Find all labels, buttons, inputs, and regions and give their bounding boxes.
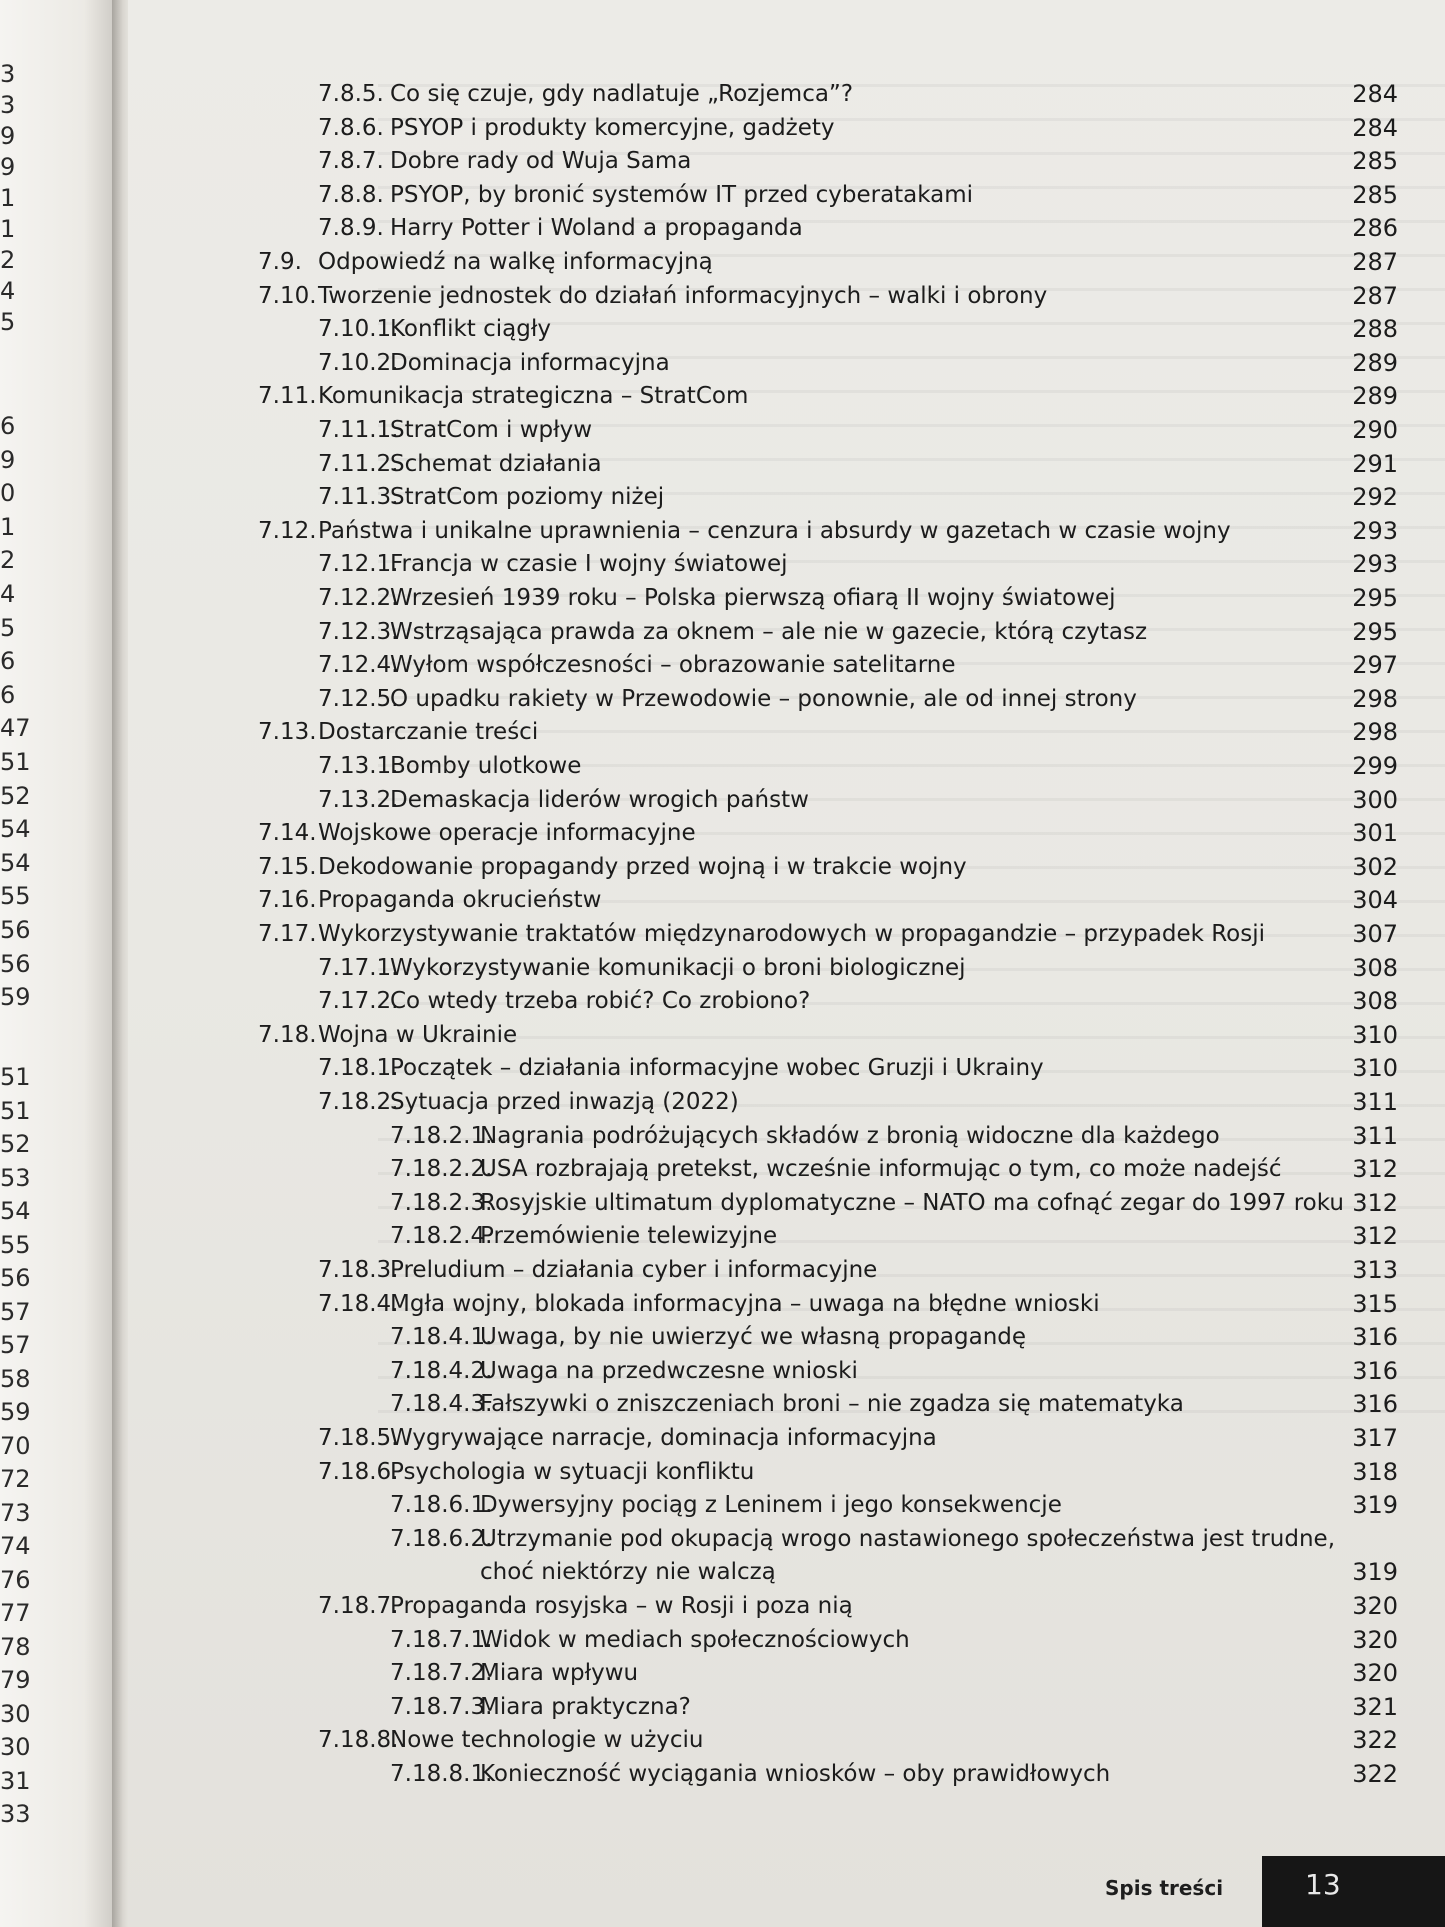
toc-entry[interactable] [128, 1456, 1398, 1488]
toc-entry-title: Wygrywające narracje, dominacja informacyjna [390, 1425, 937, 1451]
toc-entry-page: 298 [1352, 684, 1398, 713]
toc-entry-page: 285 [1352, 180, 1398, 209]
toc-entry-number: 7.11.2. [318, 450, 399, 477]
toc-entry-number: 7.18.1. [318, 1055, 399, 1082]
toc-entry[interactable] [128, 145, 1398, 177]
left-margin-number: 31 [0, 1766, 31, 1795]
toc-entry[interactable] [128, 851, 1398, 883]
toc-entry-page: 285 [1352, 147, 1398, 176]
toc-entry-page: 307 [1352, 920, 1398, 948]
toc-entry-number: 7.18.4.1. [390, 1324, 493, 1351]
toc-entry-page: 311 [1352, 1088, 1398, 1116]
toc-entry-page: 321 [1352, 1692, 1398, 1721]
table-of-contents [128, 0, 1445, 1927]
left-margin-number: 70 [0, 1431, 31, 1460]
left-margin-number: 76 [0, 1565, 31, 1594]
toc-entry[interactable] [128, 952, 1398, 984]
toc-entry-title: Początek – działania informacyjne wobec Gruzji i Ukrainy [390, 1055, 1044, 1082]
left-margin-number: 33 [0, 1800, 31, 1828]
toc-entry[interactable] [128, 1724, 1398, 1756]
toc-entry-number: 7.18.6.2. [390, 1525, 493, 1552]
toc-entry-number: 7.12.5. [318, 685, 399, 712]
left-margin-number: 1 [0, 184, 16, 212]
left-margin-number: 9 [0, 445, 16, 474]
toc-entry-number: 7.12.4. [318, 652, 399, 679]
toc-entry-page: 312 [1352, 1155, 1398, 1184]
toc-entry[interactable] [128, 784, 1398, 816]
toc-entry[interactable] [128, 918, 1398, 950]
toc-entry-title: Propaganda rosyjska – w Rosji i poza nią [390, 1593, 853, 1619]
toc-entry[interactable] [128, 616, 1398, 648]
toc-entry-number: 7.12.1. [318, 551, 399, 578]
toc-entry-title: choć niektórzy nie walczą [480, 1559, 776, 1586]
toc-entry-page: 293 [1352, 550, 1398, 579]
toc-entry-page: 316 [1352, 1323, 1398, 1352]
toc-entry-page: 313 [1352, 1256, 1398, 1284]
toc-entry[interactable] [128, 548, 1398, 580]
toc-entry-title: Sytuacja przed inwazją (2022) [390, 1089, 739, 1115]
toc-entry-number: 7.18.2.3. [390, 1189, 493, 1216]
left-margin-number: 1 [0, 215, 16, 243]
toc-entry-page: 301 [1352, 819, 1398, 848]
toc-entry-title: Schemat działania [390, 450, 602, 477]
left-margin-number: 57 [0, 1297, 31, 1326]
toc-entry-page: 293 [1352, 516, 1398, 545]
toc-entry[interactable] [128, 1758, 1398, 1790]
toc-entry-page: 288 [1352, 315, 1398, 344]
toc-entry-number: 7.18.4.3. [390, 1391, 493, 1418]
toc-entry-page: 316 [1352, 1390, 1398, 1419]
toc-entry[interactable] [128, 750, 1398, 782]
toc-entry[interactable] [128, 1187, 1398, 1219]
toc-entry-number: 7.10.2. [318, 349, 399, 376]
toc-entry[interactable] [128, 1590, 1398, 1622]
toc-entry-page: 295 [1352, 617, 1398, 646]
toc-entry-page: 297 [1352, 651, 1398, 680]
left-margin-number: 1 [0, 512, 16, 541]
toc-entry-page: 310 [1352, 1020, 1398, 1049]
toc-entry-title: Wykorzystywanie traktatów międzynarodowych w propagandzie – przypadek Rosji [318, 921, 1266, 947]
toc-entry-page: 322 [1352, 1760, 1398, 1788]
toc-entry[interactable] [128, 1556, 1398, 1588]
left-margin-number: 56 [0, 949, 31, 978]
left-margin-number: 0 [0, 479, 16, 508]
toc-entry-number: 7.18. [258, 1021, 317, 1048]
left-margin-number: 59 [0, 983, 31, 1012]
toc-entry-title: Preludium – działania cyber i informacyjne [390, 1257, 878, 1283]
toc-entry-page: 322 [1352, 1726, 1398, 1755]
running-footer-title: Spis treści [1105, 1876, 1224, 1900]
left-margin-number: 74 [0, 1532, 31, 1560]
left-margin-number: 55 [0, 882, 31, 911]
toc-entry-page: 284 [1352, 80, 1398, 108]
toc-entry[interactable] [128, 1321, 1398, 1353]
toc-entry-number: 7.18.5. [318, 1425, 399, 1451]
toc-entry-title: StratCom poziomy niżej [390, 484, 665, 511]
toc-entry[interactable] [128, 1254, 1398, 1286]
toc-entry-title: Utrzymanie pod okupacją wrogo nastawionego społeczeństwa jest trudne, [480, 1525, 1336, 1552]
toc-entry-title: Konieczność wyciągania wniosków – oby prawidłowych [480, 1761, 1111, 1787]
toc-entry-title: Przemówienie telewizyjne [480, 1223, 778, 1250]
toc-entry[interactable] [128, 1657, 1398, 1689]
toc-entry[interactable] [128, 313, 1398, 345]
left-margin-number: 54 [0, 1197, 31, 1225]
toc-entry-number: 7.18.6.1. [390, 1492, 493, 1519]
toc-entry-page: 319 [1352, 1491, 1398, 1520]
toc-entry-number: 7.18.2.2. [390, 1156, 493, 1183]
toc-entry-title: Rosyjskie ultimatum dyplomatyczne – NATO ma cofnąć zegar do 1997 roku [480, 1189, 1344, 1216]
toc-entry-number: 7.8.9. [318, 215, 384, 242]
left-margin-number: 78 [0, 1632, 31, 1661]
left-margin-number: 2 [0, 546, 16, 575]
toc-entry[interactable] [128, 414, 1398, 446]
toc-entry-number: 7.18.4. [318, 1290, 399, 1317]
toc-entry-number: 7.18.8.1. [390, 1761, 493, 1787]
toc-entry-title: Widok w mediach społecznościowych [480, 1626, 910, 1653]
toc-entry[interactable] [128, 582, 1398, 614]
left-margin-number: 6 [0, 412, 16, 440]
left-margin-number: 6 [0, 680, 16, 709]
toc-entry[interactable] [128, 649, 1398, 681]
toc-entry-title: Wstrząsająca prawda za oknem – ale nie w gazecie, którą czytasz [390, 618, 1148, 645]
toc-entry-number: 7.18.7. [318, 1593, 399, 1619]
toc-entry-title: Fałszywki o zniszczeniach broni – nie zgadza się matematyka [480, 1391, 1184, 1418]
toc-entry[interactable] [128, 1120, 1398, 1152]
left-margin-number: 3 [0, 60, 16, 88]
toc-entry-title: Tworzenie jednostek do działań informacyjnych – walki i obrony [318, 282, 1048, 309]
toc-entry-title: StratCom i wpływ [390, 417, 593, 443]
toc-entry-title: Wojna w Ukrainie [318, 1021, 518, 1048]
toc-entry-title: PSYOP i produkty komercyjne, gadżety [390, 114, 835, 141]
toc-entry-number: 7.10. [258, 282, 317, 309]
toc-entry-title: Co wtedy trzeba robić? Co zrobiono? [390, 988, 811, 1015]
toc-entry-title: Dekodowanie propagandy przed wojną i w trakcie wojny [318, 853, 967, 880]
toc-entry[interactable] [128, 1388, 1398, 1420]
toc-entry-title: Dominacja informacyjna [390, 349, 670, 376]
left-margin-number: 52 [0, 781, 31, 810]
toc-entry-number: 7.8.5. [318, 81, 384, 107]
left-margin-number: 77 [0, 1599, 31, 1627]
left-margin-number: 54 [0, 815, 31, 844]
toc-entry-number: 7.12.2. [318, 585, 399, 611]
page-number-box [1262, 1856, 1445, 1927]
toc-entry-number: 7.16. [258, 887, 317, 914]
toc-entry-number: 7.8.6. [318, 114, 384, 141]
toc-entry[interactable] [128, 716, 1398, 748]
toc-entry-number: 7.18.2. [318, 1089, 399, 1115]
toc-entry-title: Uwaga, by nie uwierzyć we własną propagandę [480, 1324, 1027, 1351]
toc-entry-page: 287 [1352, 248, 1398, 276]
left-margin-number: 9 [0, 153, 16, 181]
left-margin-number: 58 [0, 1364, 31, 1393]
toc-entry[interactable] [128, 1355, 1398, 1387]
toc-entry-page: 290 [1352, 416, 1398, 444]
toc-entry-title: Psychologia w sytuacji konfliktu [390, 1458, 755, 1485]
toc-entry[interactable] [128, 985, 1398, 1017]
toc-entry-number: 7.12.3. [318, 618, 399, 645]
toc-entry-number: 7.13. [258, 719, 317, 746]
toc-entry-page: 312 [1352, 1188, 1398, 1217]
toc-entry-title: USA rozbrajają pretekst, wcześnie informując o tym, co może nadejść [480, 1156, 1282, 1183]
toc-entry-page: 320 [1352, 1625, 1398, 1654]
toc-entry-page: 308 [1352, 987, 1398, 1016]
left-margin-number: 59 [0, 1398, 31, 1426]
toc-entry-page: 284 [1352, 113, 1398, 142]
toc-entry[interactable] [128, 1019, 1398, 1051]
left-margin-number: 47 [0, 714, 31, 743]
toc-entry[interactable] [128, 1691, 1398, 1723]
toc-entry-number: 7.18.2.1. [390, 1122, 493, 1149]
toc-entry-page: 315 [1352, 1289, 1398, 1318]
toc-entry-number: 7.13.2. [318, 786, 399, 813]
toc-entry-page: 299 [1352, 752, 1398, 780]
toc-entry-title: Mgła wojny, blokada informacyjna – uwaga na błędne wnioski [390, 1290, 1100, 1317]
toc-entry-page: 292 [1352, 483, 1398, 512]
toc-entry[interactable] [128, 380, 1398, 412]
toc-entry[interactable] [128, 1220, 1398, 1252]
toc-entry-page: 311 [1352, 1121, 1398, 1150]
left-margin-number: 30 [0, 1733, 31, 1761]
toc-entry-page: 291 [1352, 449, 1398, 478]
left-margin-number: 5 [0, 308, 16, 336]
toc-entry-title: Wyłom współczesności – obrazowanie satelitarne [390, 652, 956, 679]
toc-entry[interactable] [128, 246, 1398, 278]
toc-entry-page: 320 [1352, 1659, 1398, 1688]
toc-entry-page: 304 [1352, 886, 1398, 915]
toc-entry[interactable] [128, 1052, 1398, 1084]
toc-entry-number: 7.17. [258, 921, 317, 947]
toc-entry[interactable] [128, 78, 1398, 110]
toc-entry[interactable] [128, 481, 1398, 513]
toc-entry-number: 7.18.8. [318, 1727, 399, 1754]
toc-entry-number: 7.18.2.4. [390, 1223, 493, 1250]
toc-entry-title: Nowe technologie w użyciu [390, 1727, 704, 1754]
toc-entry-title: Dobre rady od Wuja Sama [390, 148, 692, 175]
left-margin-number: 51 [0, 1063, 31, 1091]
toc-entry[interactable] [128, 112, 1398, 144]
toc-entry-number: 7.14. [258, 820, 317, 847]
toc-entry[interactable] [128, 347, 1398, 379]
toc-entry-number: 7.18.7.3. [390, 1693, 493, 1720]
toc-entry-number: 7.11. [258, 383, 317, 410]
left-margin-number: 56 [0, 916, 31, 944]
toc-entry[interactable] [128, 1523, 1398, 1555]
left-margin-number: 54 [0, 848, 31, 877]
toc-entry-page: 312 [1352, 1222, 1398, 1251]
toc-entry[interactable] [128, 683, 1398, 715]
toc-entry-title: Bomby ulotkowe [390, 753, 582, 779]
toc-entry-title: PSYOP, by bronić systemów IT przed cyberatakami [390, 181, 974, 208]
left-margin-number: 5 [0, 613, 16, 642]
left-margin-number: 73 [0, 1498, 31, 1527]
toc-entry[interactable] [128, 179, 1398, 211]
toc-entry[interactable] [128, 1624, 1398, 1656]
toc-entry-title: Komunikacja strategiczna – StratCom [318, 383, 749, 410]
left-margin-number: 30 [0, 1699, 31, 1728]
toc-entry-number: 7.11.3. [318, 484, 399, 511]
toc-entry-page: 286 [1352, 214, 1398, 243]
left-margin-number: 6 [0, 647, 16, 676]
toc-entry-title: Propaganda okrucieństw [318, 887, 602, 914]
toc-entry-title: Wojskowe operacje informacyjne [318, 820, 696, 847]
left-margin-number: 55 [0, 1230, 31, 1259]
left-page [0, 0, 120, 1927]
toc-entry[interactable] [128, 817, 1398, 849]
toc-entry-title: Dywersyjny pociąg z Leninem i jego konsekwencje [480, 1492, 1062, 1519]
toc-page [128, 0, 1445, 1927]
left-margin-number: 72 [0, 1465, 31, 1493]
toc-entry-title: Konflikt ciągły [390, 316, 551, 343]
toc-entry-number: 7.18.3. [318, 1257, 399, 1283]
toc-entry-page: 308 [1352, 953, 1398, 982]
toc-entry-title: Miara praktyczna? [480, 1693, 691, 1720]
toc-entry-number: 7.15. [258, 853, 317, 880]
left-margin-number: 51 [0, 748, 31, 776]
toc-entry-title: Odpowiedź na walkę informacyjną [318, 249, 713, 275]
left-margin-number: 52 [0, 1130, 31, 1158]
toc-entry-number: 7.11.1. [318, 417, 399, 443]
page-number: 13 [1305, 1868, 1341, 1901]
toc-entry-page: 320 [1352, 1592, 1398, 1620]
toc-entry-page: 302 [1352, 852, 1398, 881]
toc-entry-number: 7.13.1. [318, 753, 399, 779]
left-margin-number: 79 [0, 1666, 31, 1694]
toc-entry-title: Państwa i unikalne uprawnienia – cenzura i absurdy w gazetach w czasie wojny [318, 517, 1231, 544]
toc-entry[interactable] [128, 212, 1398, 244]
toc-entry[interactable] [128, 448, 1398, 480]
toc-entry-number: 7.8.8. [318, 181, 384, 208]
toc-entry-page: 318 [1352, 1457, 1398, 1486]
toc-entry[interactable] [128, 280, 1398, 312]
toc-entry-title: Uwaga na przedwczesne wnioski [480, 1357, 858, 1384]
left-margin-number: 9 [0, 122, 16, 150]
toc-entry-title: Harry Potter i Woland a propaganda [390, 215, 803, 242]
left-margin-number: 51 [0, 1096, 31, 1125]
toc-entry[interactable] [128, 1288, 1398, 1320]
toc-entry-title: Francja w czasie I wojny światowej [390, 551, 788, 578]
left-margin-number: 4 [0, 277, 16, 305]
toc-entry-page: 310 [1352, 1054, 1398, 1083]
toc-entry-page: 295 [1352, 584, 1398, 612]
toc-entry-title: Miara wpływu [480, 1660, 639, 1687]
toc-entry-number: 7.18.7.1. [390, 1626, 493, 1653]
toc-entry-number: 7.18.7.2. [390, 1660, 493, 1687]
left-margin-number: 56 [0, 1264, 31, 1292]
toc-entry-title: Wykorzystywanie komunikacji o broni biologicznej [390, 954, 966, 981]
toc-entry[interactable] [128, 515, 1398, 547]
toc-entry[interactable] [128, 1489, 1398, 1521]
toc-entry[interactable] [128, 1086, 1398, 1118]
toc-entry-title: Wrzesień 1939 roku – Polska pierwszą ofiarą II wojny światowej [390, 585, 1116, 611]
toc-entry-number: 7.18.6. [318, 1458, 399, 1485]
toc-entry-title: O upadku rakiety w Przewodowie – ponownie, ale od innej strony [390, 685, 1137, 712]
toc-entry-number: 7.18.4.2. [390, 1357, 493, 1384]
toc-entry-page: 289 [1352, 382, 1398, 411]
left-margin-number: 3 [0, 91, 16, 119]
toc-entry-title: Dostarczanie treści [318, 719, 539, 746]
toc-entry-number: 7.10.1. [318, 316, 399, 343]
toc-entry-number: 7.9. [258, 249, 302, 275]
left-margin-number: 57 [0, 1331, 31, 1359]
toc-entry-page: 319 [1352, 1558, 1398, 1587]
toc-entry-page: 289 [1352, 348, 1398, 377]
toc-entry-title: Nagrania podróżujących składów z bronią widoczne dla każdego [480, 1122, 1220, 1149]
toc-entry-number: 7.17.1. [318, 954, 399, 981]
toc-entry-number: 7.8.7. [318, 148, 384, 175]
toc-entry-number: 7.17.2. [318, 988, 399, 1015]
left-margin-number: 2 [0, 246, 16, 274]
toc-entry[interactable] [128, 1153, 1398, 1185]
toc-entry[interactable] [128, 1422, 1398, 1454]
left-margin-number: 4 [0, 580, 16, 608]
toc-entry-page: 298 [1352, 718, 1398, 747]
toc-entry-page: 316 [1352, 1356, 1398, 1385]
toc-entry[interactable] [128, 884, 1398, 916]
left-margin-number: 53 [0, 1163, 31, 1192]
toc-entry-page: 287 [1352, 281, 1398, 310]
toc-entry-number: 7.12. [258, 517, 317, 544]
toc-entry-page: 300 [1352, 785, 1398, 814]
toc-entry-title: Demaskacja liderów wrogich państw [390, 786, 809, 813]
toc-entry-title: Co się czuje, gdy nadlatuje „Rozjemca”? [390, 81, 854, 107]
toc-entry-page: 317 [1352, 1424, 1398, 1452]
